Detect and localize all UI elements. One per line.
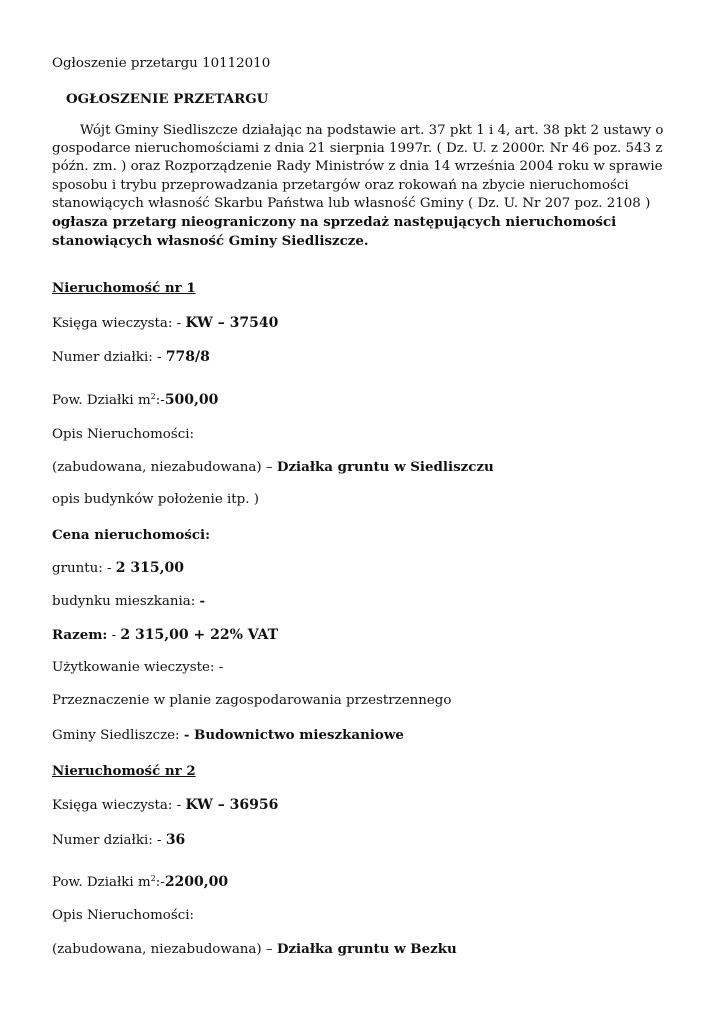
document-title: Ogłoszenie przetargu 10112010 — [52, 56, 271, 71]
kw-label: Księga wieczysta: - — [52, 798, 186, 813]
total-label: Razem: — [52, 627, 108, 643]
area-value: 2200,00 — [164, 874, 229, 890]
type-value: Działka gruntu w Siedliszczu — [276, 459, 494, 475]
plot-value: 778/8 — [165, 349, 210, 365]
zoning-gmina-label: Gminy Siedliszcze: — [52, 728, 184, 743]
property1-area-row — [52, 391, 218, 410]
property2-plot-row — [52, 831, 185, 850]
property1-zoning-label: Przeznaczenie w planie zagospodarowania przestrzennego — [52, 693, 452, 708]
area-superscript: 2 — [150, 392, 156, 401]
property2-kw-row — [52, 796, 278, 815]
plot-label: Numer działki: - — [52, 350, 166, 365]
intro-text: Wójt Gminy Siedliszcze działając na podstawie art. 37 pkt 1 i 4, art. 38 pkt 2 ustawy o gospodarce nieruchomościami z dnia 21 sierpnia 1997r. ( Dz. U. z 2000r. Nr 46 poz. 543 z późn. zm. ) oraz Rozporządzenie Rady Ministrów z dnia 14 września 2004 roku w sprawie sposobu i trybu przeprowadzania przetargów oraz rokowań na zbycie nieruchomości stanowiących własność Skarbu Państwa lub własność Gminy ( Dz. U. Nr 207 poz. 2108 ) — [52, 123, 664, 211]
property2-title: Nieruchomość nr 2 — [52, 763, 196, 779]
area-separator: :- — [155, 393, 165, 408]
property1-title: Nieruchomość nr 1 — [52, 280, 196, 296]
property1-type-row — [52, 458, 494, 477]
type-label: (zabudowana, niezabudowana) – — [52, 942, 277, 957]
property1-desc-label: Opis Nieruchomości: — [52, 427, 195, 442]
intro-bold-text: ogłasza przetarg nieograniczony na sprzedaż następujących nieruchomości stanowiących własność Gminy Siedliszcze. — [52, 214, 617, 250]
type-value: Działka gruntu w Bezku — [276, 941, 457, 957]
area-separator: :- — [155, 875, 165, 890]
property1-price-heading: Cena nieruchomości: — [52, 527, 211, 543]
kw-value: KW – 36956 — [185, 797, 279, 813]
intro-paragraph — [52, 122, 672, 251]
total-value: 2 315,00 + 22% VAT — [120, 627, 279, 643]
property1-plot-row — [52, 348, 210, 367]
kw-value: KW – 37540 — [185, 315, 279, 331]
area-superscript: 2 — [150, 874, 156, 883]
kw-label: Księga wieczysta: - — [52, 316, 186, 331]
property1-kw-row — [52, 314, 278, 333]
land-label: gruntu: - — [52, 561, 116, 576]
zoning-value: - Budownictwo mieszkaniowe — [183, 727, 404, 743]
type-label: (zabudowana, niezabudowana) – — [52, 460, 277, 475]
area-value: 500,00 — [164, 392, 219, 408]
property1-house-row — [52, 592, 205, 611]
area-label: Pow. Działki m — [52, 393, 151, 408]
area-label: Pow. Działki m — [52, 875, 151, 890]
plot-label: Numer działki: - — [52, 833, 166, 848]
property1-usufruct-row: Użytkowanie wieczyste: - — [52, 660, 224, 675]
house-value: - — [199, 593, 206, 609]
announcement-heading: OGŁOSZENIE PRZETARGU — [66, 91, 269, 107]
property2-area-row — [52, 873, 228, 892]
property1-land-row — [52, 559, 184, 578]
total-separator: - — [107, 628, 121, 643]
property2-desc-label: Opis Nieruchomości: — [52, 908, 195, 923]
plot-value: 36 — [165, 832, 186, 848]
property1-buildings-label: opis budynków położenie itp. ) — [52, 492, 259, 507]
property1-zoning-row — [52, 726, 404, 745]
property2-type-row — [52, 940, 457, 959]
house-label: budynku mieszkania: — [52, 594, 200, 609]
property1-total-row — [52, 626, 278, 645]
land-value: 2 315,00 — [115, 560, 184, 576]
